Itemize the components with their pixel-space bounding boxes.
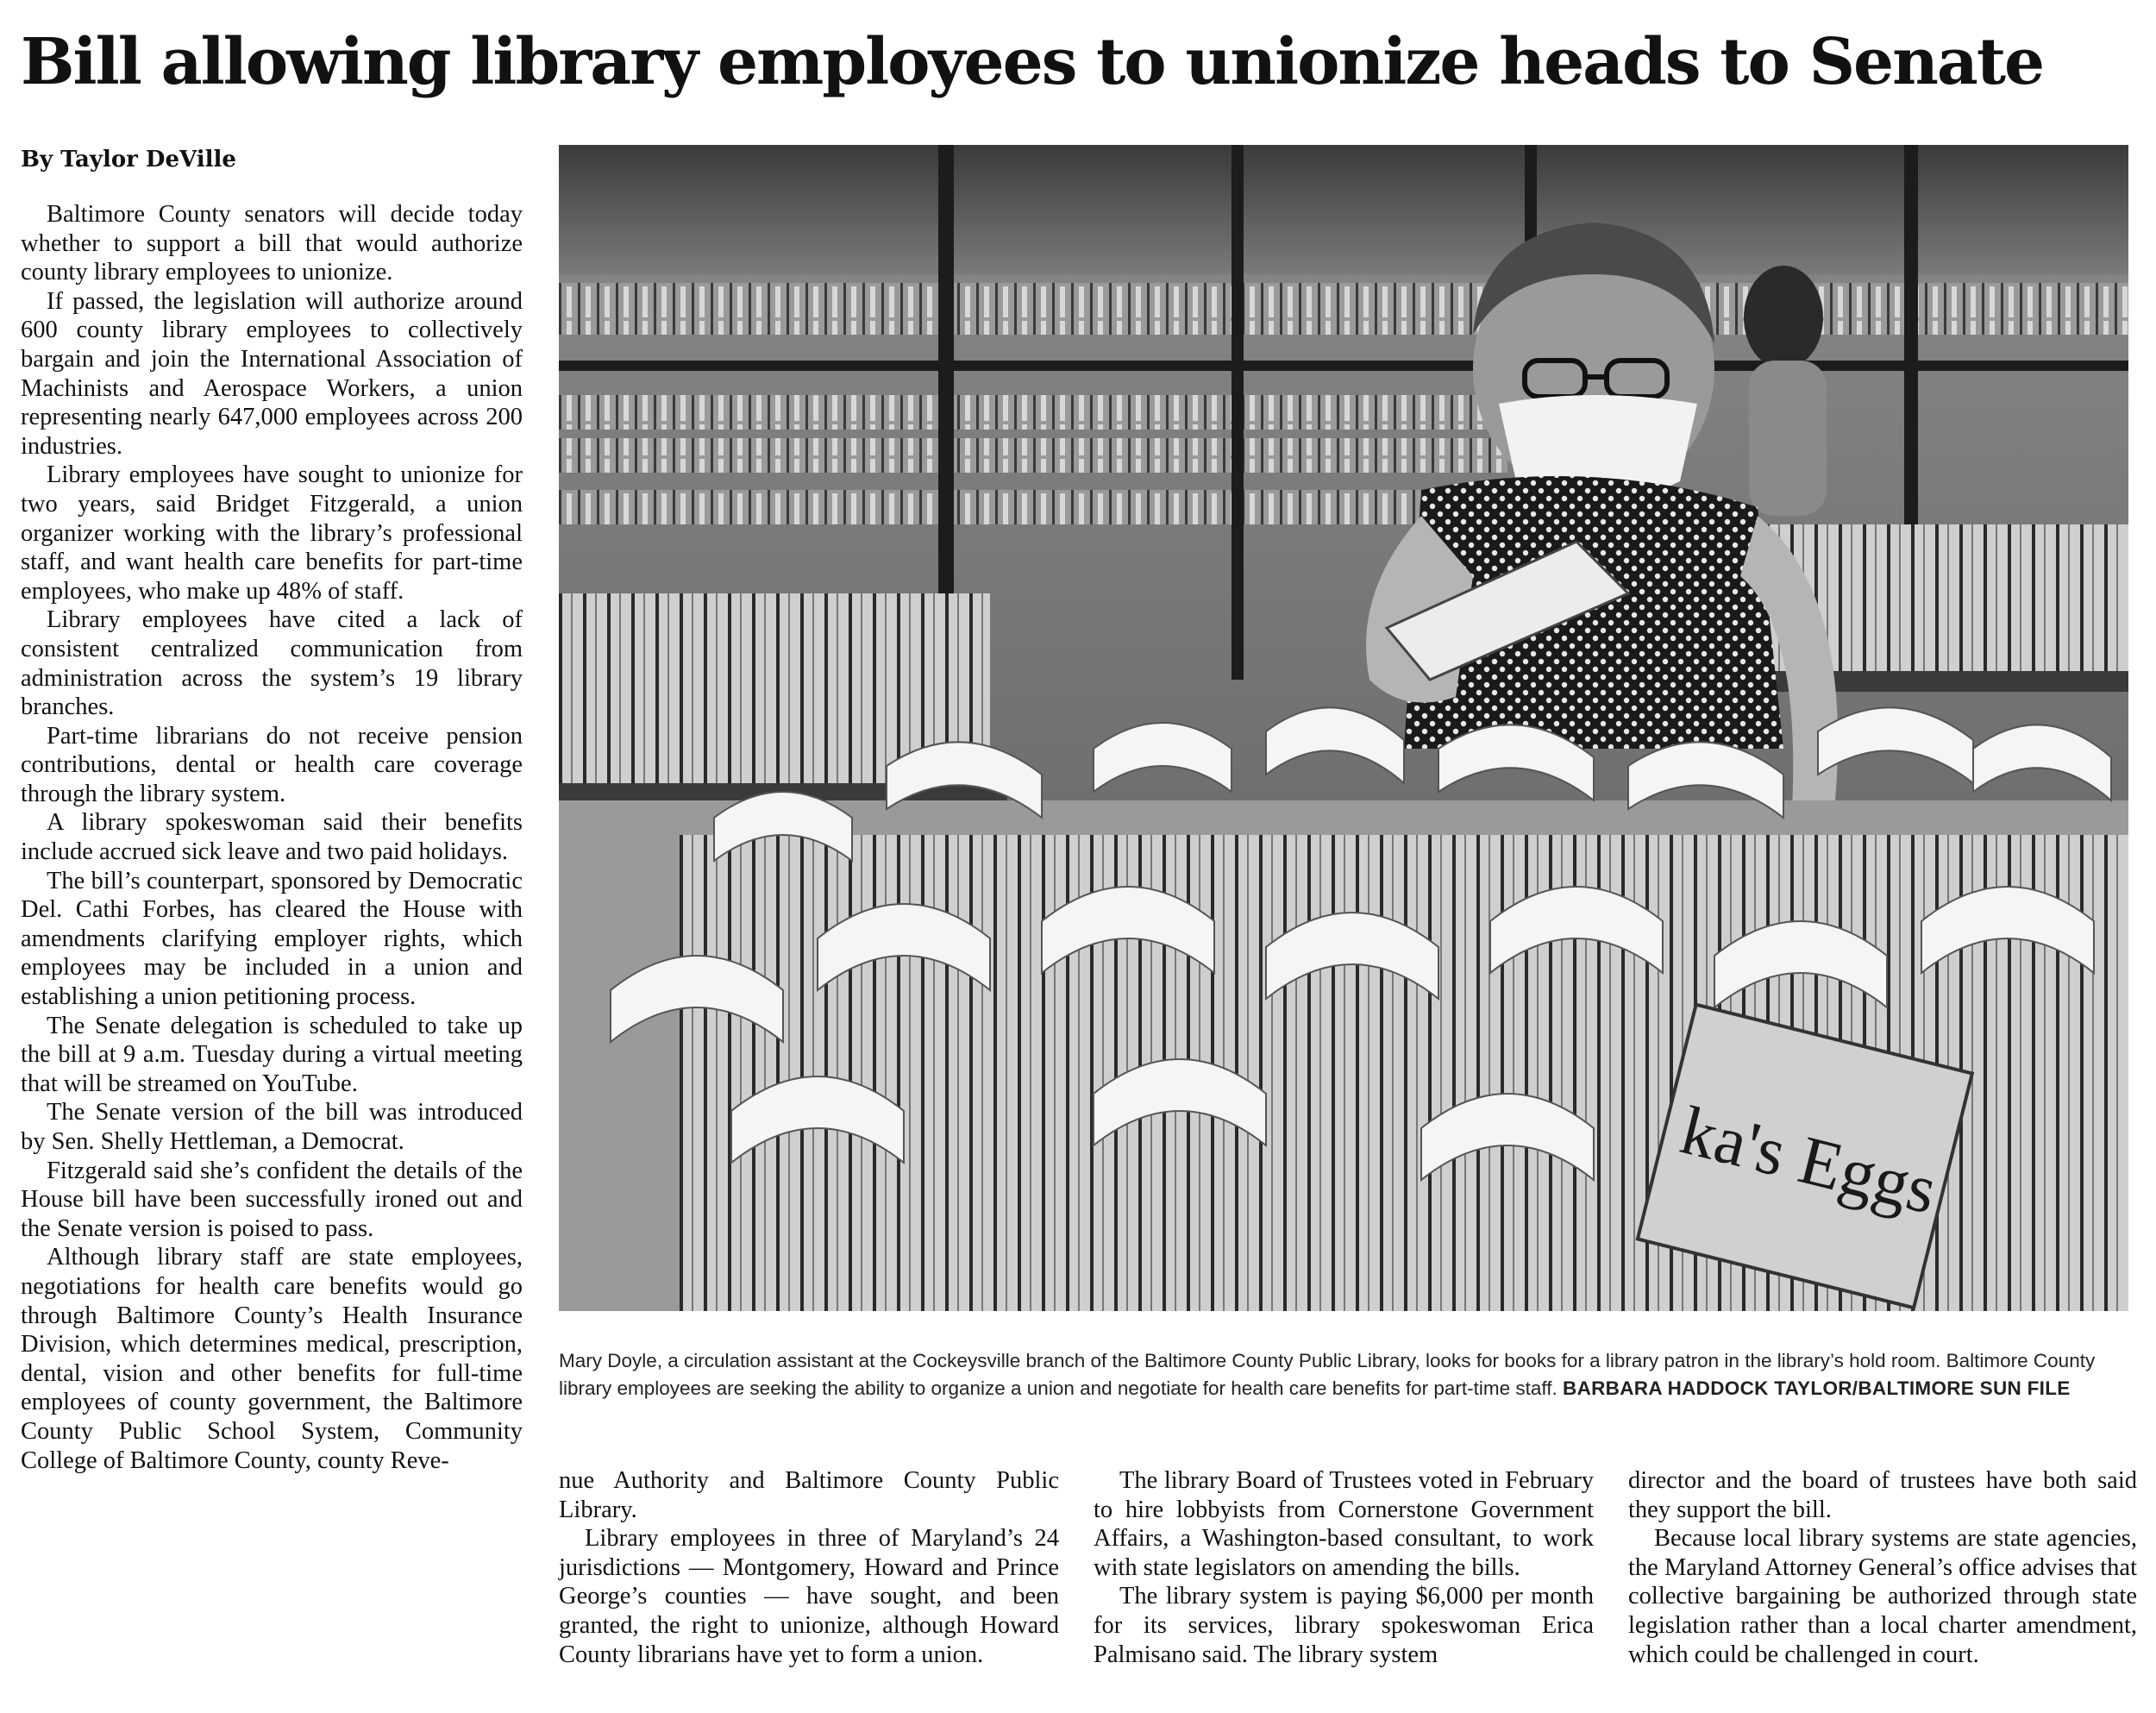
paragraph: A library spokeswoman said their benefits include accrued sick leave and two paid holidays. — [21, 809, 523, 866]
paragraph: Library employees in three of Maryland’s 24 jurisdictions — Montgomery, Howard and Prince George’s counties — have sought, and been granted, the right to unionize, although Howard County librarians have yet to form a union. — [559, 1525, 1059, 1668]
paragraph: director and the board of trustees have both said they support the bill. — [1628, 1467, 2137, 1523]
paragraph: Part-time librarians do not receive pension contributions, dental or health care coverage through the library system. — [21, 722, 523, 807]
paragraph: The Senate version of the bill was introduced by Sen. Shelly Hettleman, a Democrat. — [21, 1099, 523, 1155]
headline: Bill allowing library employees to unionize heads to Senate — [21, 25, 2044, 99]
paragraph: Baltimore County senators will decide today whether to support a bill that would authorize county library employees to unionize. — [21, 201, 523, 286]
paragraph: nue Authority and Baltimore County Public Library. — [559, 1467, 1059, 1523]
book-cover-title: ka's Eggs — [1673, 1092, 1944, 1229]
byline: By Taylor DeVille — [21, 147, 236, 173]
paragraph: Fitzgerald said she’s confident the details of the House bill have been successfully ironed out and the Senate version is poised to pass. — [21, 1157, 523, 1242]
paragraph: The Senate delegation is scheduled to take up the bill at 9 a.m. Tuesday during a virtual meeting that will be streamed on YouTube. — [21, 1012, 523, 1097]
caption-text: Mary Doyle, a circulation assistant at the Cockeysville branch of the Baltimore County Public Library, looks for books for a library patron in the library’s hold room. Baltimore County library employees are seeking the ability to organize a union and negotiate for health care benefits for part-time staff. — [559, 1350, 2096, 1399]
article-column-4 — [1628, 1466, 2137, 1669]
photo-credit: BARBARA HADDOCK TAYLOR/BALTIMORE SUN FILE — [1563, 1377, 2071, 1399]
paragraph: The library system is paying $6,000 per month for its services, library spokeswoman Erica Palmisano said. The library system — [1094, 1583, 1594, 1668]
paragraph: The library Board of Trustees voted in February to hire lobbyists from Cornerstone Government Affairs, a Washington-based consultant, to work with state legislators on amending the bills. — [1094, 1467, 1594, 1581]
paragraph: The bill’s counterpart, sponsored by Democratic Del. Cathi Forbes, has cleared the House with amendments clarifying employer rights, which employees may be included in a union and establishing a union petitioning process. — [21, 867, 523, 1011]
article-column-2 — [559, 1466, 1059, 1669]
article-column-3 — [1094, 1466, 1594, 1669]
photo-caption — [559, 1347, 2128, 1402]
paragraph: Because local library systems are state agencies, the Maryland Attorney General’s office advises that collective bargaining be authorized through state legislation rather than a local charter amendment, which could be challenged in court. — [1628, 1525, 2137, 1668]
paragraph: Although library staff are state employees, negotiations for health care benefits would go through Baltimore County’s Health Insurance Division, which determines medical, prescription, dental, vision and other benefits for full-time employees of county government, the Baltimore County Public School System, Community College of Baltimore County, county Reve- — [21, 1244, 523, 1474]
paragraph: If passed, the legislation will authorize around 600 county library employees to collectively bargain and join the International Association of Machinists and Aerospace Workers, a union representing nearly 647,000 employees across 200 industries. — [21, 287, 523, 460]
news-photo — [559, 145, 2128, 1311]
paragraph: Library employees have sought to unionize for two years, said Bridget Fitzgerald, a union organizer working with the library’s professional staff, and want health care benefits for part-time employees, who make up 48% of staff. — [21, 461, 523, 605]
paragraph: Library employees have cited a lack of consistent centralized communication from administration across the system’s 19 library branches. — [21, 606, 523, 721]
article-column-1 — [21, 200, 523, 1475]
